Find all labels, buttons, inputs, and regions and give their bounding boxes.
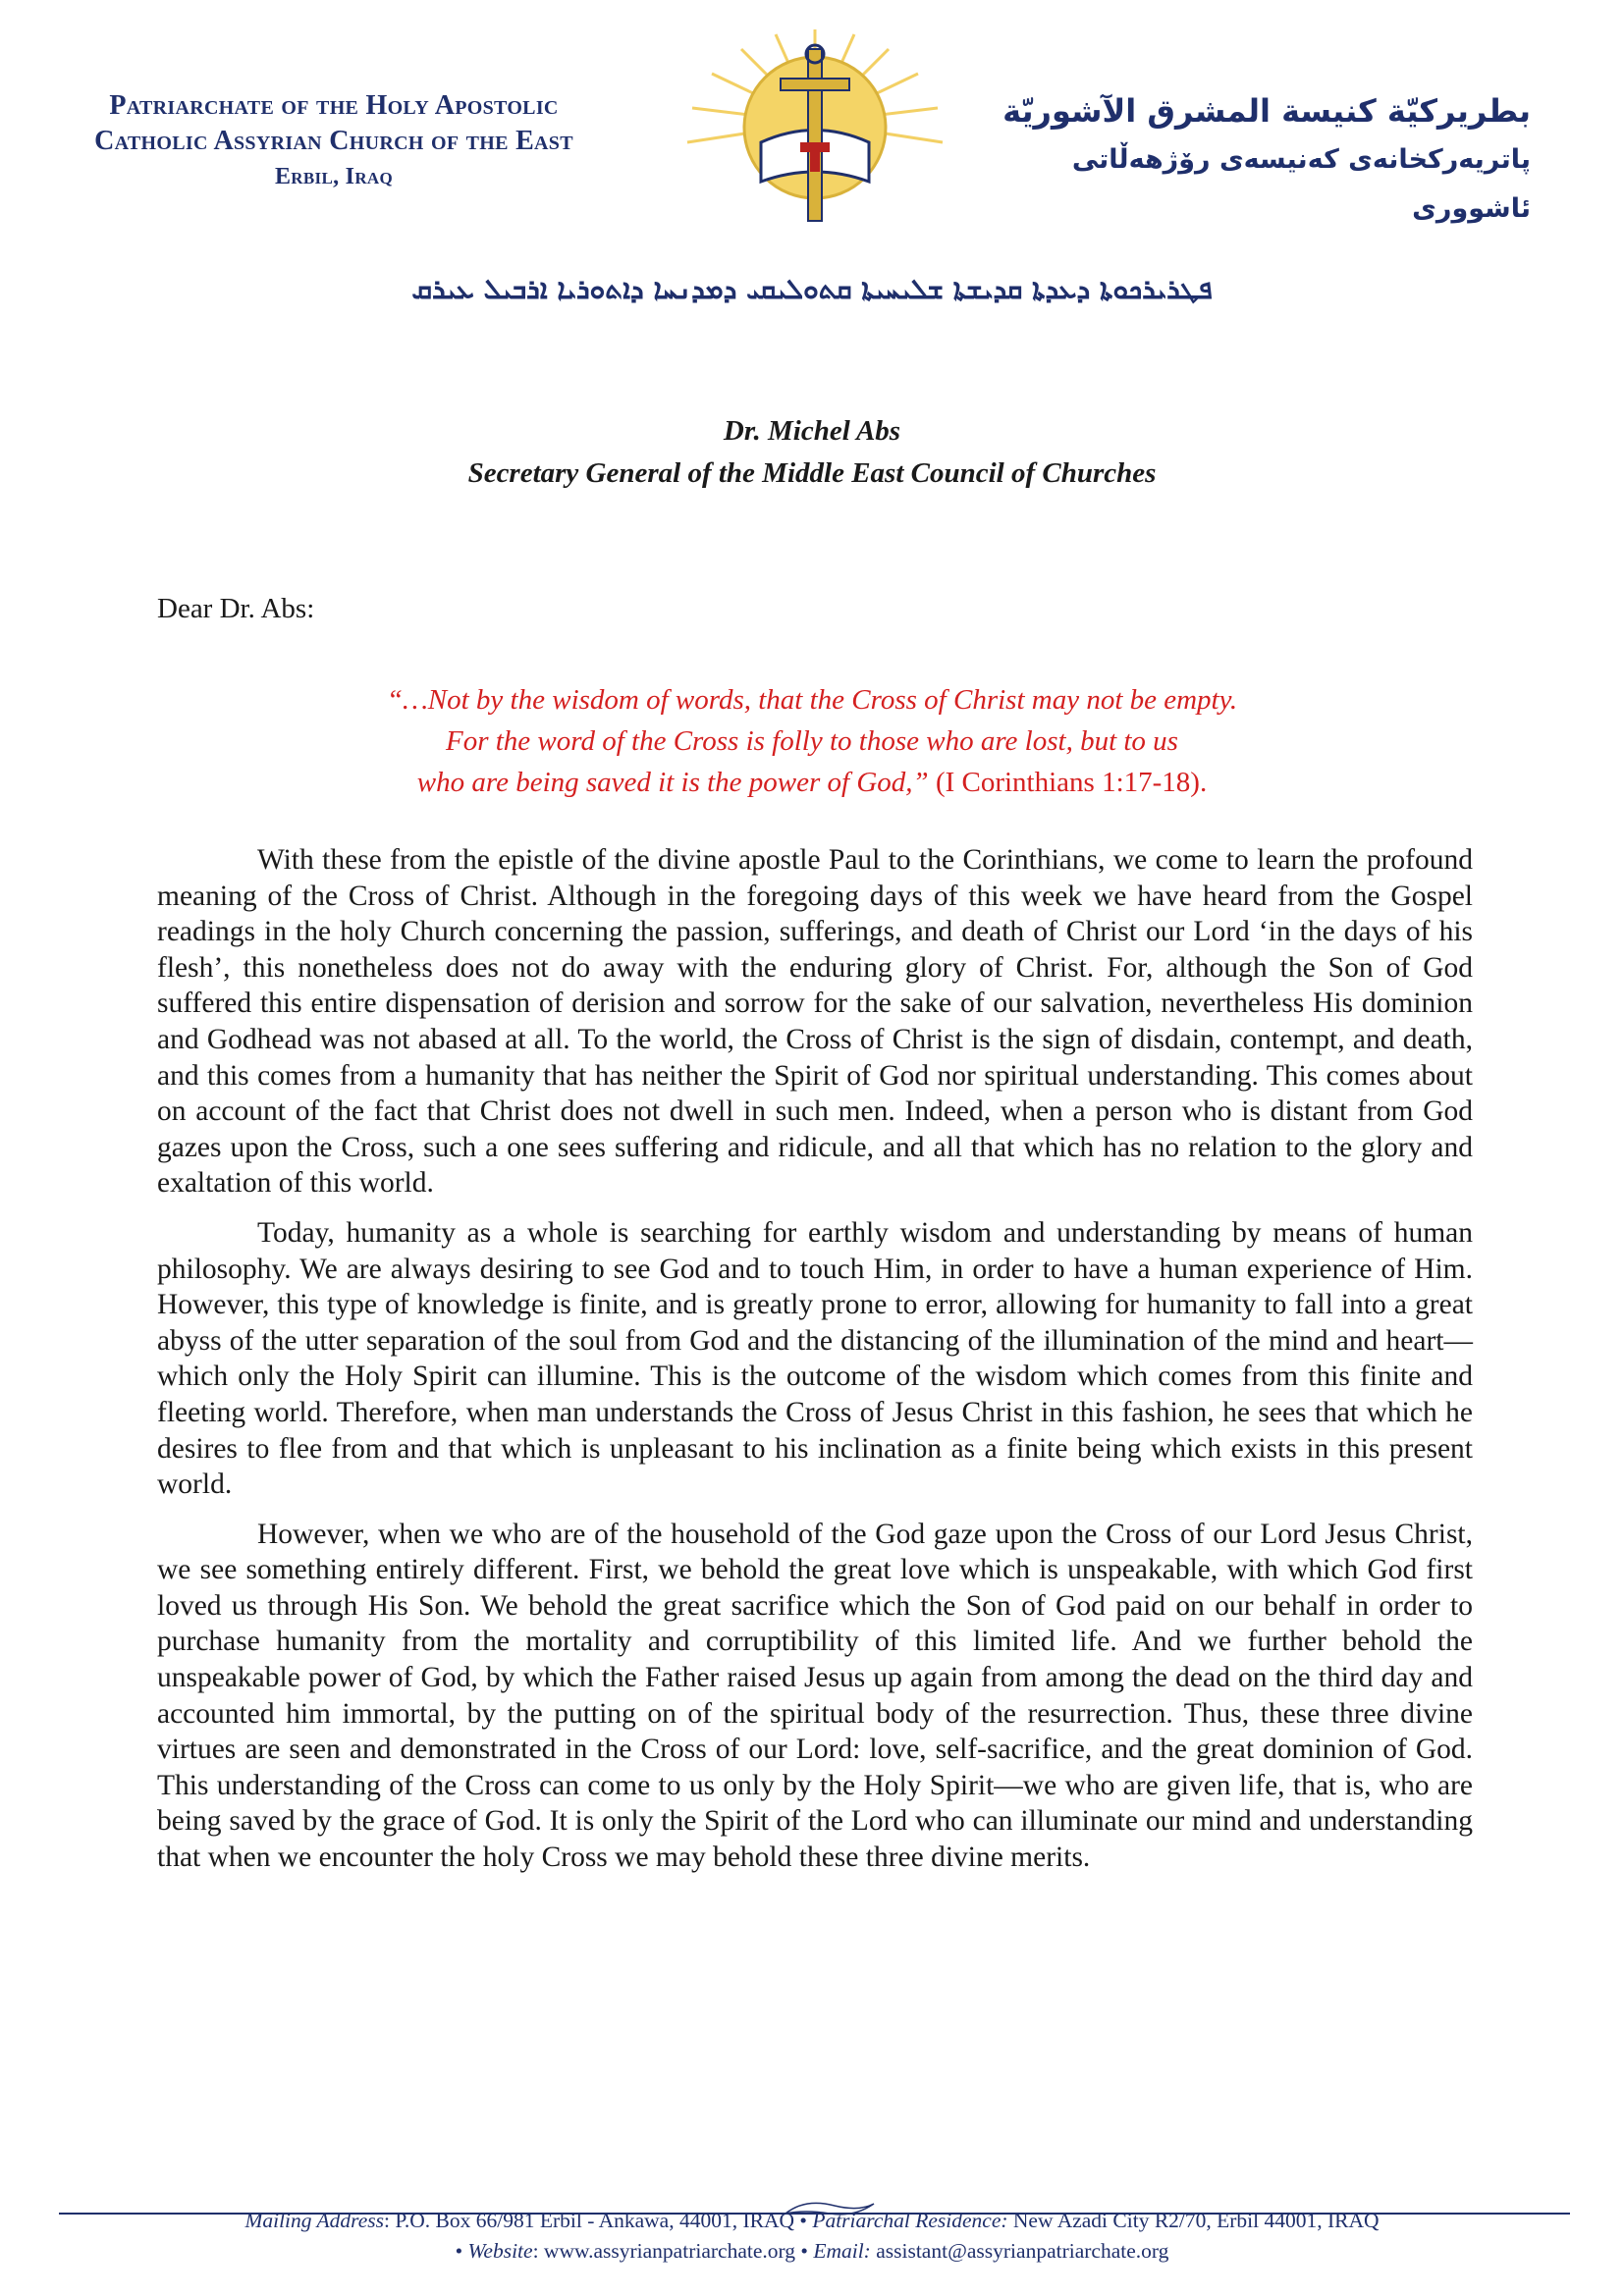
mailing-address: : P.O. Box 66/981 Erbil - Ankawa, 44001, IRAQ • — [383, 2209, 813, 2232]
recipient-name: Dr. Michel Abs — [723, 415, 901, 447]
letterhead-left — [69, 88, 599, 194]
paragraph: Today, humanity as a whole is searching for earthly wisdom and understanding by means of human philosophy. We are always desiring to see God and to touch Him, in order to have a human experience of Him. However, this type of knowledge is finite, and is greatly prone to error, allowing for humanity to fall into a great abyss of the utter separation of the soul from God and the distancing of the illumination of the mind and heart—which only the Holy Spirit can illumine. This is the outcome of the wisdom which comes from this finite and fleeting world. Therefore, when man understands the Cross of Jesus Christ in this fashion, he sees that which he desires to flee from and that which is unpleasant to his inclination as a finite being which exists in this present world. — [157, 1216, 1473, 1501]
letter-body — [157, 842, 1473, 1890]
paragraph: However, when we who are of the household of the God gaze upon the Cross of our Lord Jesus Christ, we see something entirely different. First, we behold the great love which is unspeakable, with which God first loved us through His Son. We behold the great sacrifice which the Son of God paid on our behalf in order to purchase humanity from the mortality and corruptibility of this limited life. And we further behold the unspeakable power of God, by which the Father raised Jesus up again from among the dead on the third day and accounted him immortal, by the putting on of the spiritual body of the resurrection. Thus, these three divine virtues are seen and demonstrated in the Cross of our Lord: love, self-sacrifice, and the great dominion of God. This understanding of the Cross can come to us only by the Holy Spirit—we who are given life, that is, who are being saved by the grace of God. It is only the Spirit of the Lord who can illuminate our mind and understanding that when we encounter the holy Cross we may behold these three divine merits. — [157, 1518, 1473, 1874]
residence-address: New Azadi City R2/70, Erbil 44001, IRAQ — [1007, 2209, 1380, 2232]
quote-line-2: For the word of the Cross is folly to those who are lost, but to us — [446, 725, 1178, 757]
letterhead-syriac: ܦܛܪܝܪܟܘܬܐ ܕܥܕܬܐ ܩܕܝܫܬܐ ܫܠܝܚܝܬܐ ܩܬܘܠܝܩܝ ܕܡܕܢܚܐ ܕܐܬܘܪܝܐ ܐܪܒܝܠ ܥܝܪܩ — [411, 273, 1213, 305]
letterhead-kurdish: پاتریەرکخانەی کەنیسەی رۆژهەڵاتی ئاشووری — [1071, 144, 1531, 224]
residence-label: Patriarchal Residence: — [812, 2209, 1008, 2232]
email-link[interactable]: assistant@assyrianpatriarchate.org — [870, 2239, 1169, 2263]
quote-line-1: “…Not by the wisdom of words, that the Cross of Christ may not be empty. — [386, 684, 1238, 716]
letterhead-right — [981, 86, 1531, 234]
recipient-title: Secretary General of the Middle East Council of Churches — [467, 457, 1157, 489]
email-label: Email: — [813, 2239, 871, 2263]
website-label: Website — [467, 2239, 533, 2263]
recipient-block — [0, 410, 1624, 495]
footer-contact — [0, 2206, 1624, 2267]
letterhead-line-1: Patriarchate of the Holy Apostolic — [109, 90, 559, 121]
letterhead-line-3: Erbil, Iraq — [275, 164, 393, 189]
paragraph: With these from the epistle of the divine apostle Paul to the Corinthians, we come to learn the profound meaning of the Cross of Christ. Although in the foregoing days of this week we have heard from the Gospel readings in the holy Church concerning the passion, sufferings, and death of Christ our Lord ‘in the days of his flesh’, this nonetheless does not do away with the enduring glory of Christ. For, although the Son of God suffered this entire dispensation of derision and sorrow for the sake of our salvation, nevertheless His dominion and Godhead was not abased at all. To the world, the Cross of Christ is the sign of disdain, contempt, and death, and this comes from a humanity that has neither the Spirit of God nor spiritual understanding. This comes about on account of the fact that Christ does not dwell in such men. Indeed, when a person who is distant from God gazes upon the Cross, such a one sees suffering and ridicule, and all that which has no relation to the glory and exaltation of this world. — [157, 844, 1473, 1200]
scripture-quote — [0, 679, 1624, 803]
letterhead-arabic: بطريركيّة كنيسة المشرق الآشوريّة — [1002, 92, 1531, 130]
salutation: Dear Dr. Abs: — [157, 593, 315, 624]
mailing-label: Mailing Address — [244, 2209, 384, 2232]
letterhead-line-2: Catholic Assyrian Church of the East — [94, 126, 573, 156]
website-bullet: • — [455, 2239, 468, 2263]
church-emblem-icon — [668, 25, 962, 226]
quote-line-3: who are being saved it is the power of God,” — [416, 767, 929, 798]
quote-reference: (I Corinthians 1:17-18). — [928, 767, 1208, 798]
website-link[interactable]: : www.assyrianpatriarchate.org • — [532, 2239, 814, 2263]
